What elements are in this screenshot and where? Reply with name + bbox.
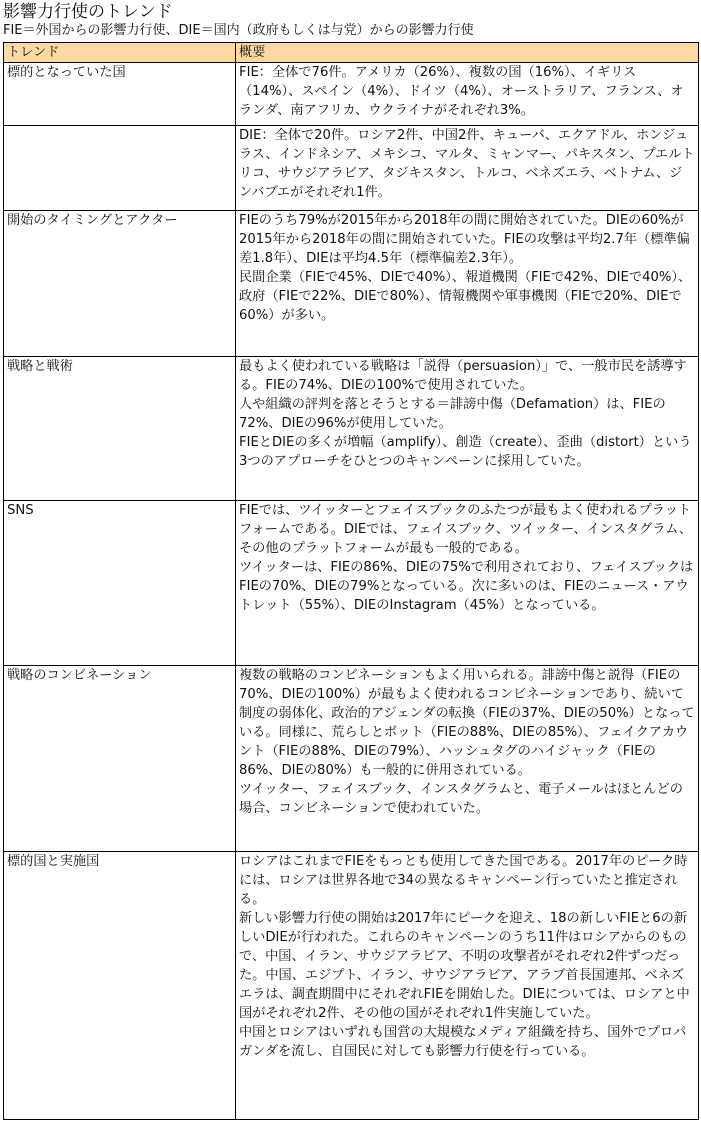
trend-cell: 標的国と実施国 [4, 852, 236, 1120]
summary-cell [236, 666, 699, 852]
summary-paragraph: 最もよく使われている戦略は「説得（persuasion）」で、一般市民を誘導する。FIEの74%、DIEの100%で使用されていた。 [239, 359, 687, 393]
table-row [4, 852, 699, 1120]
summary-paragraph: ロシアはこれまでFIEをもっとも使用してきた国である。2017年のピーク時には、ロシアは世界各地で34の異なるキャンペーン行っていたと推定される。 [239, 854, 688, 907]
summary-cell [236, 211, 699, 357]
summary-paragraph: 人や組織の評判を落とそうとする＝誹謗中傷（Defamation）は、FIEの72%、DIEの96%が使用していた。 [239, 397, 666, 431]
summary-paragraph: 新しい影響力行使の開始は2017年にピークを迎え、18の新しいFIEと6の新しいDIEが行われた。これらのキャンペーンのうち11件はロシアからのもので、中国、イラン、サウジアラビア、不明の攻撃者がそれぞれ2件ずつだった。中国、エジプト、イラン、サウジアラビア、アラブ首長国連邦、ベネズエラは、調査期間中にそれぞれFIEを開始した。DIEについては、ロシアと中国がそれぞれ2件、その他の国がそれぞれ1件実施していた。 [239, 911, 690, 1021]
summary-paragraph: FIE：全体で76件。アメリカ（26%）、複数の国（16%）、イギリス（14%）、スペイン（4%）、ドイツ（4%）、オーストラリア、フランス、オランダ、南アフリカ、ウクライナがそれぞれ3%。 [239, 65, 684, 118]
table-row [4, 666, 699, 852]
summary-cell [236, 852, 699, 1120]
summary-cell [236, 126, 699, 211]
trends-table [3, 42, 699, 1120]
summary-paragraph: FIEでは、ツイッターとフェイスブックのふたつが最もよく使われるプラットフォームである。DIEでは、フェイスブック、ツイッター、インスタグラム、その他のプラットフォームが最も一般的である。 [239, 503, 693, 556]
page-subtitle: FIE＝外国からの影響力行使、DIE＝国内（政府もしくは与党）からの影響力行使 [3, 23, 474, 38]
trend-cell: 戦略のコンビネーション [4, 666, 236, 852]
summary-paragraph: 複数の戦略のコンビネーションもよく用いられる。誹謗中傷と説得（FIEの70%、DIEの100%）が最もよく使われるコンビネーションであり、続いて制度の弱体化、政治的アジェンダの転換（FIEの37%、DIEの50%）となっている。同様に、荒らしとボット（FIEの88%、DIEの85%）、フェイクアカウント（FIEの88%、DIEの79%）、ハッシュタグのハイジャック（FIEの86%、DIEの80%）も一般的に併用されている。 [239, 668, 695, 778]
summary-cell [236, 63, 699, 126]
table-row [4, 211, 699, 357]
trend-cell: 開始のタイミングとアクター [4, 211, 236, 357]
summary-paragraph: FIEのうち79%が2015年から2018年の間に開始されていた。DIEの60%が2015年から2018年の間に開始されていた。FIEの攻撃は平均2.7年（標準偏差1.8年）、DIEは平均4.5年（標準偏差2.3年）。 [239, 213, 690, 266]
summary-paragraph: 中国とロシアはいずれも国営の大規模なメディア組織を持ち、国外でプロパガンダを流し、自国民に対しても影響力行使を行っている。 [239, 1025, 687, 1059]
summary-paragraph: ツイッター、フェイスブック、インスタグラムと、電子メールはほとんどの場合、コンビネーションで使われていた。 [239, 782, 683, 816]
summary-paragraph: DIE：全体で20件。ロシア2件、中国2件、キューバ、エクアドル、ホンジュラス、インドネシア、メキシコ、マルタ、ミャンマー、パキスタン、プエルトリコ、サウジアラビア、タジキスタン、トルコ、ベネズエラ、ベトナム、ジンバブエがそれぞれ1件。 [239, 128, 695, 200]
trend-cell: SNS [4, 501, 236, 666]
page-title: 影響力行使のトレンド [3, 2, 173, 22]
summary-paragraph: 民間企業（FIEで45%、DIEで40%）、報道機関（FIEで42%、DIEで40%）、政府（FIEで22%、DIEで80%）、情報機関や軍事機関（FIEで20%、DIEで60%）が多い。 [239, 270, 692, 323]
table-row [4, 357, 699, 501]
trend-cell: 標的となっていた国 [4, 63, 236, 126]
summary-paragraph: FIEとDIEの多くが増幅（amplify）、創造（create）、歪曲（distort）という3つのアプローチをひとつのキャンペーンに採用していた。 [239, 435, 692, 469]
table-row [4, 501, 699, 666]
column-header-trend: トレンド [4, 43, 236, 63]
trend-cell: 戦略と戦術 [4, 357, 236, 501]
summary-cell [236, 501, 699, 666]
table-row [4, 63, 699, 126]
table-row [4, 126, 699, 211]
summary-paragraph: ツイッターは、FIEの86%、DIEの75%で利用されており、フェイスブックはFIEの70%、DIEの79%となっている。次に多いのは、FIEのニュース・アウトレット（55%）、DIEのInstagram（45%）となっている。 [239, 560, 694, 613]
trend-cell [4, 126, 236, 211]
summary-cell [236, 357, 699, 501]
table-header-row [4, 43, 699, 63]
column-header-summary: 概要 [236, 43, 699, 63]
